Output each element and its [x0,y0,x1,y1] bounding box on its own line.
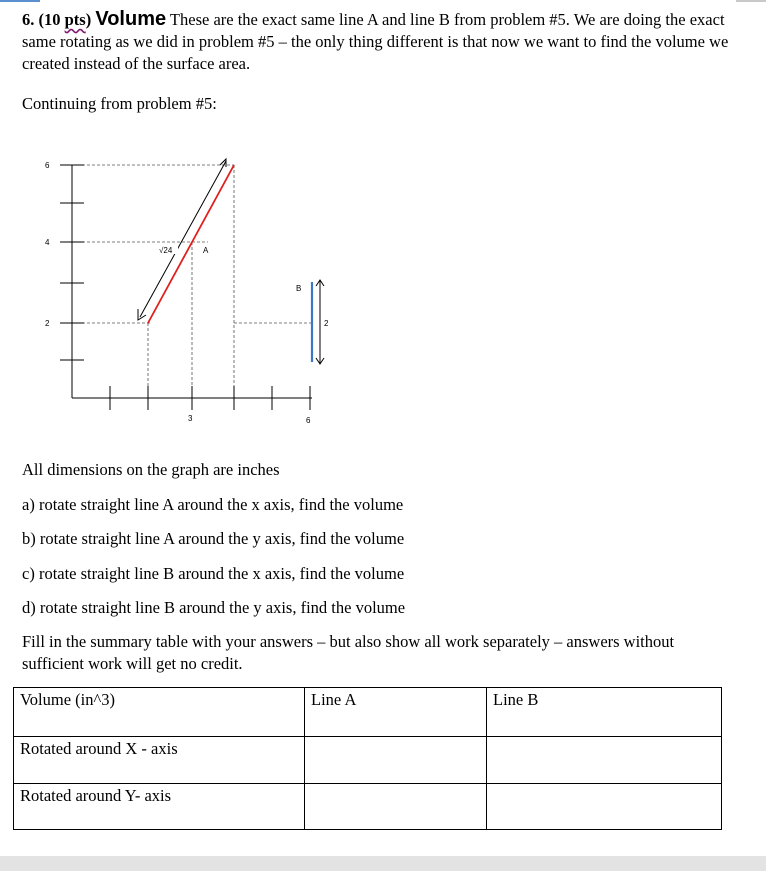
problem-number: 6. (10 [22,10,65,29]
points-close: ) [85,10,92,29]
answer-cell-line-a-x[interactable] [305,737,487,784]
y-tick-label: 4 [45,238,50,247]
line-b-length-label: 2 [324,319,329,328]
y-axis [60,165,84,398]
answer-cell-line-a-y[interactable] [305,784,487,830]
x-axis [72,386,312,410]
window-bottom-bar [0,856,766,871]
continuing-text: Continuing from problem #5: [22,94,217,113]
table-row-label: Rotated around X - axis [14,737,305,784]
y-tick-label: 6 [45,161,50,170]
instructions-text: Fill in the summary table with your answers – but also show all work separately – answers without sufficient work will get no credit. [22,632,675,673]
line-b-dimension-arrow [316,280,324,364]
table-row-label: Rotated around Y- axis [14,784,305,830]
problem-statement [22,8,747,75]
table-header-volume: Volume (in^3) [14,688,305,737]
answer-cell-line-b-x[interactable] [487,737,722,784]
question-d: d) rotate straight line B around the y axis, find the volume [22,598,406,617]
sqrt24-label: √24 [159,246,173,255]
question-c: c) rotate straight line B around the x axis, find the volume [22,564,405,583]
dimensions-note: All dimensions on the graph are inches [22,460,280,479]
problem-title: Volume [95,8,167,30]
table-header-line-a: Line A [305,688,487,737]
answer-cell-line-b-y[interactable] [487,784,722,830]
points-word: pts [64,10,86,29]
graph-figure [30,155,350,435]
table-header-row [14,688,722,737]
y-tick-label: 2 [45,319,50,328]
guide-lines [72,165,312,398]
line-a-label: A [203,246,209,255]
sqrt24-dimension-arrow [138,159,226,320]
question-b: b) rotate straight line A around the y axis, find the volume [22,529,405,548]
table-header-line-b: Line B [487,688,722,737]
summary-table [13,687,722,830]
x-tick-label: 3 [188,414,193,423]
problem-intro: These are the exact same line A and line B from problem #5. We are doing the exact same rotating as we did in problem #5 – the only thing different is that now we want to find the volume we created instead of the surface area. [22,10,729,73]
top-rule [0,0,766,2]
question-a: a) rotate straight line A around the x axis, find the volume [22,495,404,514]
x-tick-label: 6 [306,416,311,425]
line-b-label: B [296,284,302,293]
table-row [14,784,722,830]
table-row [14,737,722,784]
